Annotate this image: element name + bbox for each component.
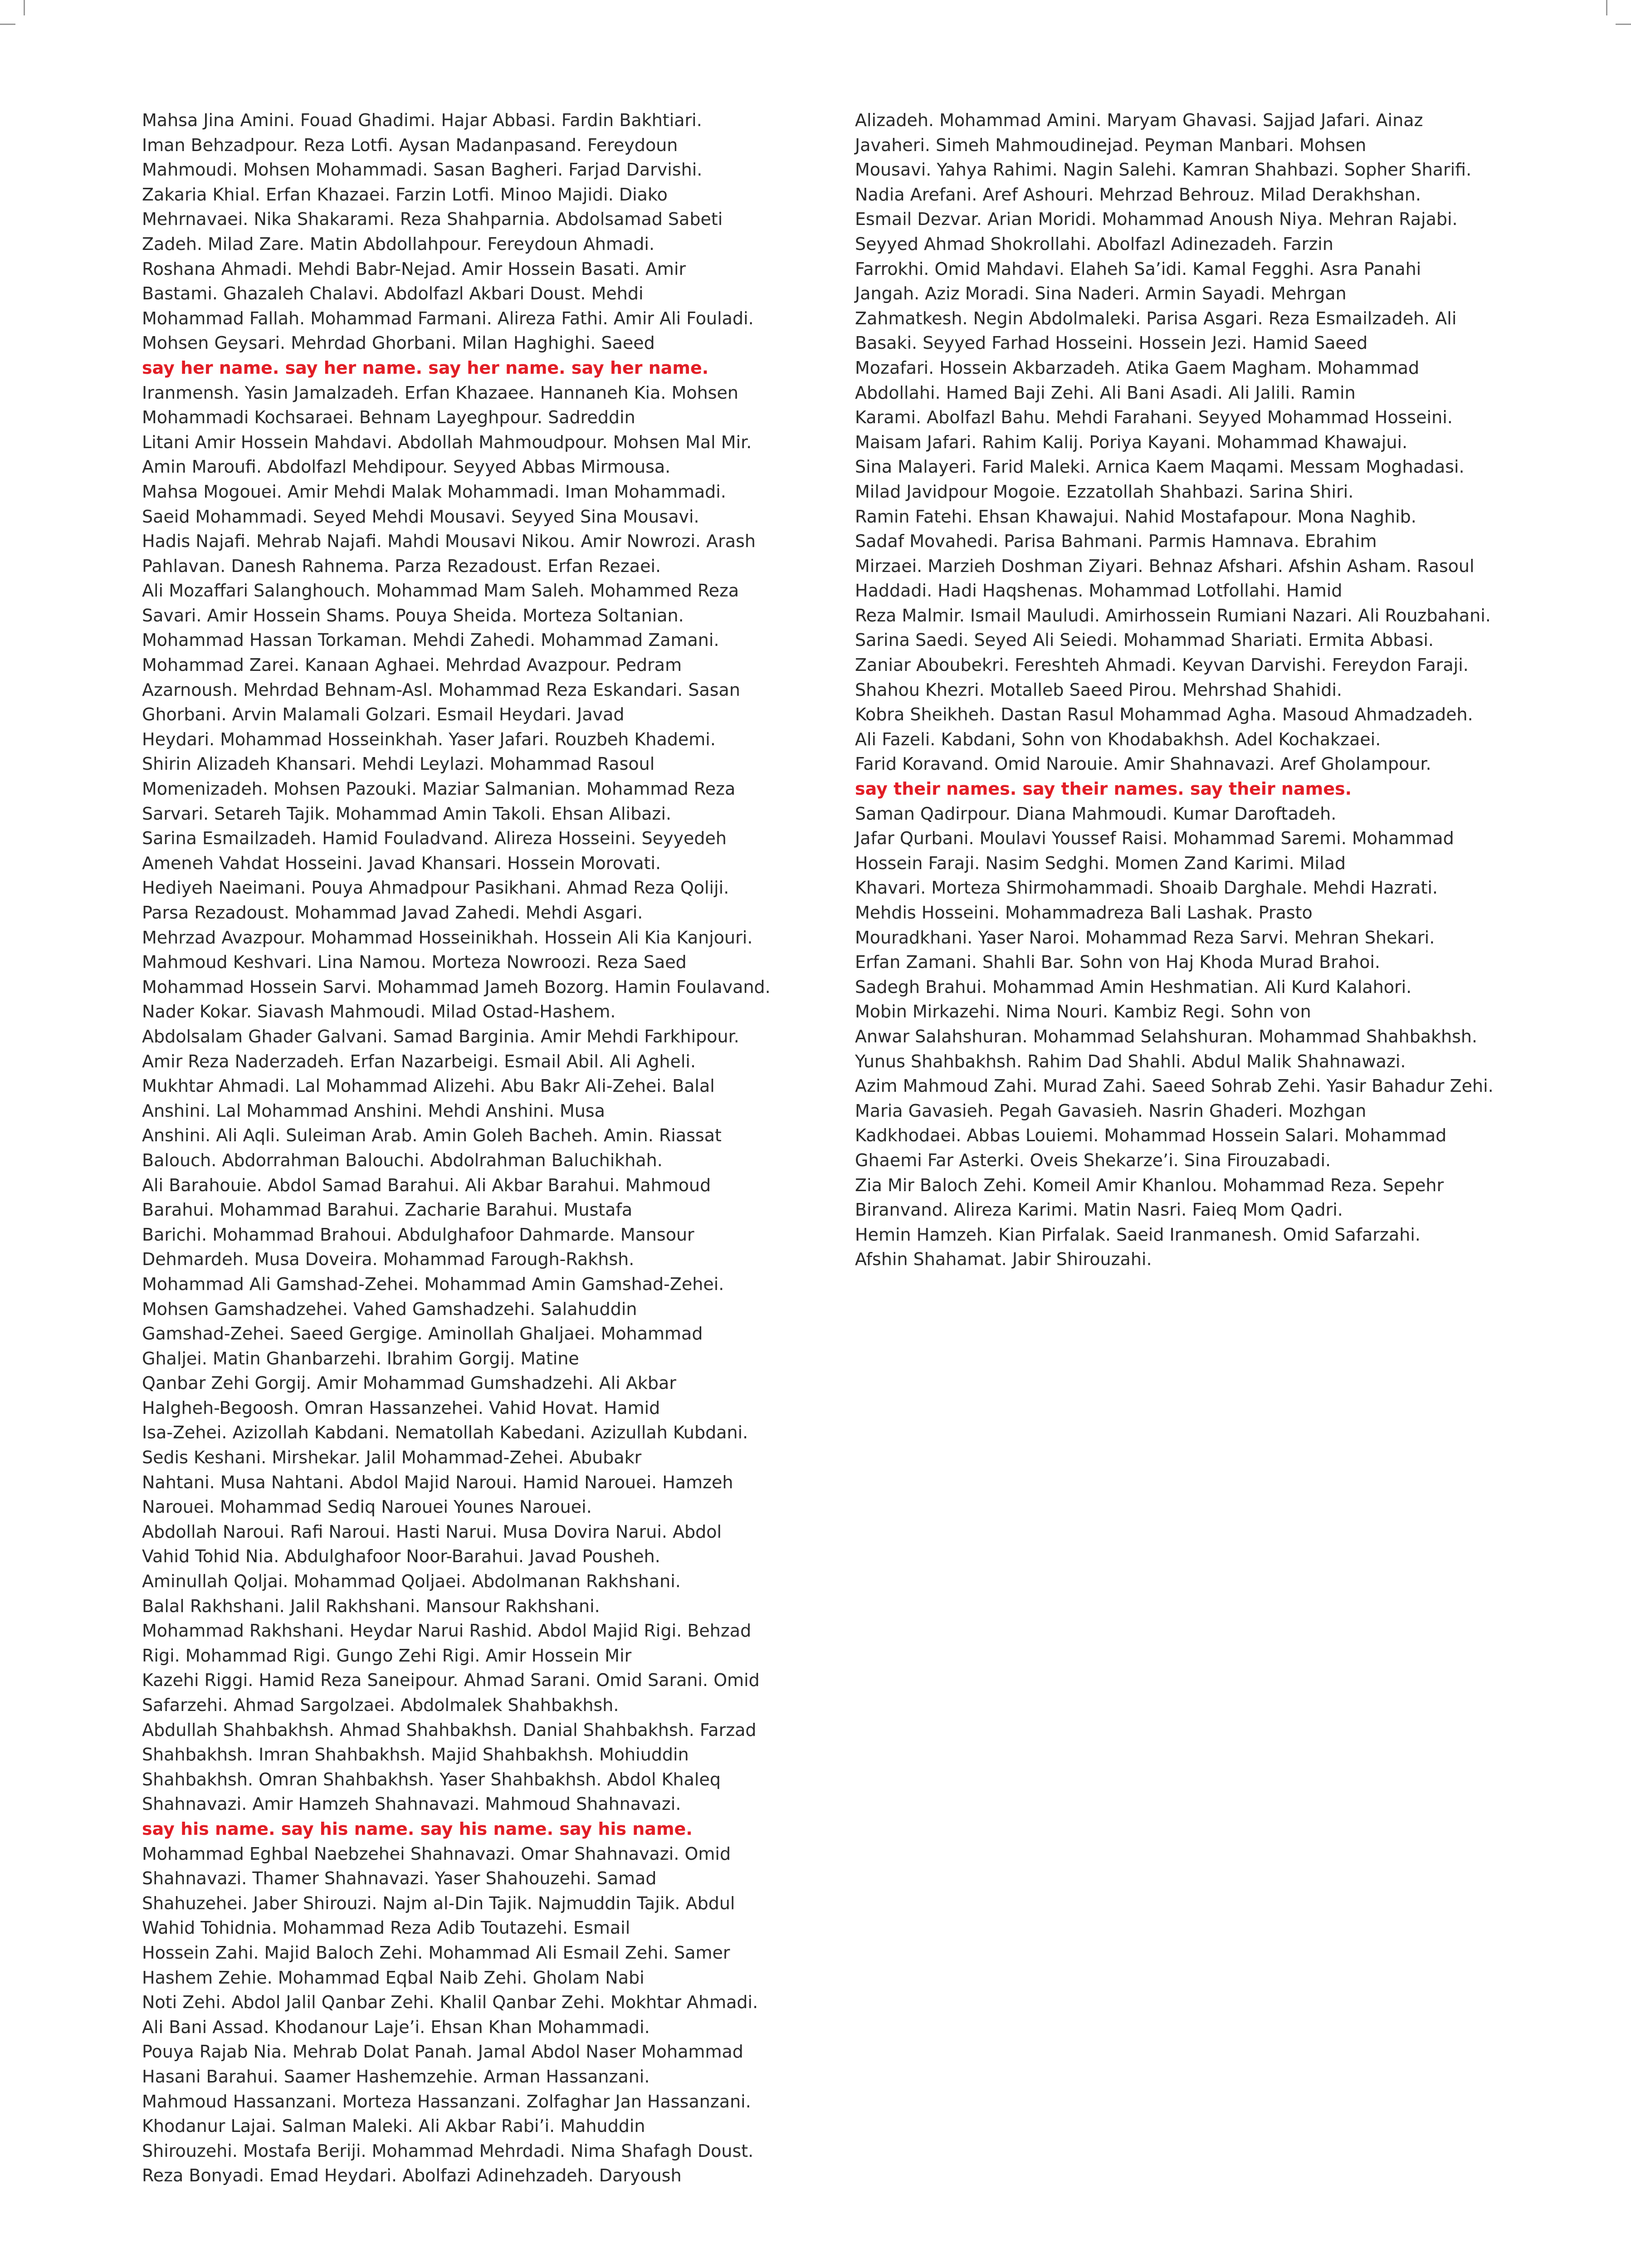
name-line: Milad Javidpour Mogoie. Ezzatollah Shahbazi. Sarina Shiri. [855,481,1354,502]
name-line: Mohsen Geysari. Mehrdad Ghorbani. Milan Haghighi. Saeed [142,333,655,353]
name-line: Javaheri. Simeh Mahmoudinejad. Peyman Manbari. Mohsen [855,135,1367,155]
name-line: Hossein Zahi. Majid Baloch Zehi. Mohammad Ali Esmail Zehi. Samer [142,1942,730,1963]
name-line: Abdollahi. Hamed Baji Zehi. Ali Bani Asadi. Ali Jalili. Ramin [855,382,1356,403]
name-line: Isa-Zehei. Azizollah Kabdani. Nematollah Kabedani. Azizullah Kubdani. [142,1422,748,1443]
name-line: Mehrzad Avazpour. Mohammad Hosseinikhah. Hossein Ali Kia Kanjouri. [142,927,753,948]
name-line: Reza Malmir. Ismail Mauludi. Amirhossein Rumiani Nazari. Ali Rouzbahani. [855,605,1491,626]
name-line: Mohammad Hassan Torkaman. Mehdi Zahedi. Mohammad Zamani. [142,630,719,650]
name-line: Ghaljei. Matin Ghanbarzehi. Ibrahim Gorgij. Matine [142,1348,579,1369]
name-line: Gamshad-Zehei. Saeed Gergige. Aminollah Ghaljaei. Mohammad [142,1324,703,1344]
name-line: Wahid Tohidnia. Mohammad Reza Adib Toutazehi. Esmail [142,1918,630,1938]
name-line: Reza Bonyadi. Emad Heydari. Abolfazi Adinehzadeh. Daryoush [142,2165,682,2186]
name-line: Mohammad Eghbal Naebzehei Shahnavazi. Omar Shahnavazi. Omid [142,1843,731,1864]
name-line: Sedis Keshani. Mirshekar. Jalil Mohammad-Zehei. Abubakr [142,1447,642,1468]
name-line: Mohsen Gamshadzehei. Vahed Gamshadzehi. Salahuddin [142,1299,637,1319]
name-line: Erfan Zamani. Shahli Bar. Sohn von Haj Khoda Murad Brahoi. [855,952,1380,973]
name-line: Jangah. Aziz Moradi. Sina Naderi. Armin Sayadi. Mehrgan [855,284,1347,304]
name-line: Afshin Shahamat. Jabir Shirouzahi. [855,1249,1152,1270]
name-line: Azim Mahmoud Zahi. Murad Zahi. Saeed Sohrab Zehi. Yasir Bahadur Zehi. [855,1076,1494,1096]
name-line: Hasani Barahui. Saamer Hashemzehie. Arman Hassanzani. [142,2066,650,2087]
name-line: Kobra Sheikheh. Dastan Rasul Mohammad Agha. Masoud Ahmadzadeh. [855,704,1473,725]
name-line: Dehmardeh. Musa Doveira. Mohammad Farough-Rakhsh. [142,1249,635,1270]
name-line: Ameneh Vahdat Hosseini. Javad Khansari. Hossein Morovati. [142,853,661,873]
name-line: Sina Malayeri. Farid Maleki. Arnica Kaem Maqami. Messam Moghadasi. [855,457,1465,477]
name-line: Mehdis Hosseini. Mohammadreza Bali Lashak. Prasto [855,903,1313,923]
name-line: Ghorbani. Arvin Malamali Golzari. Esmail Heydari. Javad [142,704,625,725]
name-line: Shahnavazi. Amir Hamzeh Shahnavazi. Mahmoud Shahnavazi. [142,1794,681,1814]
name-line: Shahbakhsh. Imran Shahbakhsh. Majid Shahbakhsh. Mohiuddin [142,1745,689,1765]
name-line: Ramin Fatehi. Ehsan Khawajui. Nahid Mostafapour. Mona Naghib. [855,506,1416,527]
name-line: Mukhtar Ahmadi. Lal Mohammad Alizehi. Abu Bakr Ali-Zehei. Balal [142,1076,715,1096]
name-line: Sarina Saedi. Seyed Ali Seiedi. Mohammad Shariati. Ermita Abbasi. [855,630,1434,650]
name-line: Ali Bani Assad. Khodanour Laje’i. Ehsan Khan Mohammadi. [142,2017,650,2037]
name-line: Shahuzehei. Jaber Shirouzi. Najm al-Din Tajik. Najmuddin Tajik. Abdul [142,1893,735,1913]
name-line: Zia Mir Baloch Zehi. Komeil Amir Khanlou. Mohammad Reza. Sepehr [855,1175,1444,1195]
name-line: Zaniar Aboubekri. Fereshteh Ahmadi. Keyvan Darvishi. Fereydon Faraji. [855,655,1469,675]
name-line: Kazehi Riggi. Hamid Reza Saneipour. Ahmad Sarani. Omid Sarani. Omid [142,1670,760,1691]
name-line: Mehrnavaei. Nika Shakarami. Reza Shahparnia. Abdolsamad Sabeti [142,209,723,230]
name-line: Hemin Hamzeh. Kian Pirfalak. Saeid Iranmanesh. Omid Safarzahi. [855,1224,1421,1245]
name-line: Ali Mozaffari Salanghouch. Mohammad Mam Saleh. Mohammed Reza [142,581,739,601]
name-line: Anwar Salahshuran. Mohammad Selahshuran. Mohammad Shahbakhsh. [855,1026,1478,1046]
name-line: Nader Kokar. Siavash Mahmoudi. Milad Ostad-Hashem. [142,1002,616,1022]
name-line: Barahui. Mohammad Barahui. Zacharie Barahui. Mustafa [142,1200,633,1220]
name-line: Iman Behzadpour. Reza Lotfi. Aysan Madanpasand. Fereydoun [142,135,678,155]
name-line: Sadaf Movahedi. Parisa Bahmani. Parmis Hamnava. Ebrahim [855,531,1377,552]
name-line: Mahsa Mogouei. Amir Mehdi Malak Mohammadi. Iman Mohammadi. [142,481,726,502]
name-line: Heydari. Mohammad Hosseinkhah. Yaser Jafari. Rouzbeh Khademi. [142,729,716,749]
name-line: Rigi. Mohammad Rigi. Gungo Zehi Rigi. Amir Hossein Mir [142,1645,632,1666]
name-line: Seyyed Ahmad Shokrollahi. Abolfazl Adinezadeh. Farzin [855,234,1333,254]
name-line: Kadkhodaei. Abbas Louiemi. Mohammad Hossein Salari. Mohammad [855,1125,1447,1146]
name-line: Mohammad Hossein Sarvi. Mohammad Jameh Bozorg. Hamin Foulavand. [142,977,771,997]
crop-mark-top-left-v [24,0,25,15]
name-line: Khavari. Morteza Shirmohammadi. Shoaib Darghale. Mehdi Hazrati. [855,878,1438,898]
name-line: Nahtani. Musa Nahtani. Abdol Majid Naroui. Hamid Narouei. Hamzeh [142,1472,733,1492]
name-line: Basaki. Seyyed Farhad Hosseini. Hossein Jezi. Hamid Saeed [855,333,1368,353]
name-line: Zakaria Khial. Erfan Khazaei. Farzin Lotfi. Minoo Majidi. Diako [142,184,668,205]
name-line: Mohammad Fallah. Mohammad Farmani. Alireza Fathi. Amir Ali Fouladi. [142,308,754,328]
name-line: Mirzaei. Marzieh Doshman Ziyari. Behnaz Afshari. Afshin Asham. Rasoul [855,556,1475,576]
name-line: Sadegh Brahui. Mohammad Amin Heshmatian. Ali Kurd Kalahori. [855,977,1412,997]
name-line: Halgheh-Begoosh. Omran Hassanzehei. Vahid Hovat. Hamid [142,1398,660,1418]
name-line: Shahou Khezri. Motalleb Saeed Pirou. Mehrshad Shahidi. [855,679,1342,700]
name-line: Hediyeh Naeimani. Pouya Ahmadpour Pasikhani. Ahmad Reza Qoliji. [142,878,729,898]
crop-mark-top-left-h [0,24,15,25]
name-line: Maisam Jafari. Rahim Kalij. Poriya Kayani. Mohammad Khawajui. [855,432,1408,452]
name-line: Balouch. Abdorrahman Balouchi. Abdolrahman Baluchikhah. [142,1150,663,1170]
name-line: Mahmoud Keshvari. Lina Namou. Morteza Nowroozi. Reza Saed [142,952,687,973]
name-line: Mahsa Jina Amini. Fouad Ghadimi. Hajar Abbasi. Fardin Bakhtiari. [142,110,702,130]
crop-mark-top-right-h [1616,24,1631,25]
name-line: Zahmatkesh. Negin Abdolmaleki. Parisa Asgari. Reza Esmailzadeh. Ali [855,308,1457,328]
name-line: Mousavi. Yahya Rahimi. Nagin Salehi. Kamran Shahbazi. Sopher Sharifi. [855,160,1472,180]
name-line: Azarnoush. Mehrdad Behnam-Asl. Mohammad Reza Eskandari. Sasan [142,679,740,700]
name-line: Ali Fazeli. Kabdani, Sohn von Khodabakhsh. Adel Kochakzaei. [855,729,1381,749]
name-line: Karami. Abolfazl Bahu. Mehdi Farahani. Seyyed Mohammad Hosseini. [855,407,1453,428]
name-line: Saeid Mohammadi. Seyed Mehdi Mousavi. Seyyed Sina Mousavi. [142,506,699,527]
refrain-line: say her name. say her name. say her name. say her name. [142,357,709,378]
name-line: Hashem Zehie. Mohammad Eqbal Naib Zehi. Gholam Nabi [142,1967,645,1988]
crop-mark-top-right-v [1606,0,1607,15]
name-line: Mobin Mirkazehi. Nima Nouri. Kambiz Regi. Sohn von [855,1002,1311,1022]
name-line: Alizadeh. Mohammad Amini. Maryam Ghavasi. Sajjad Jafari. Ainaz [855,110,1423,130]
name-line: Mohammad Rakhshani. Heydar Narui Rashid. Abdol Majid Rigi. Behzad [142,1621,752,1641]
name-line: Yunus Shahbakhsh. Rahim Dad Shahli. Abdul Malik Shahnawazi. [855,1051,1406,1071]
name-line: Balal Rakhshani. Jalil Rakhshani. Mansour Rakhshani. [142,1596,600,1616]
name-line: Abdullah Shahbakhsh. Ahmad Shahbakhsh. Danial Shahbakhsh. Farzad [142,1720,757,1740]
name-line: Ali Barahouie. Abdol Samad Barahui. Ali Akbar Barahui. Mahmoud [142,1175,711,1195]
name-line: Mahmoudi. Mohsen Mohammadi. Sasan Bagheri. Farjad Darvishi. [142,160,703,180]
name-line: Aminullah Qoljai. Mohammad Qoljaei. Abdolmanan Rakhshani. [142,1571,681,1592]
names-column-right [855,108,1535,1272]
name-line: Mohammadi Kochsaraei. Behnam Layeghpour. Sadreddin [142,407,635,428]
name-line: Farrokhi. Omid Mahdavi. Elaheh Sa’idi. Kamal Fegghi. Asra Panahi [855,259,1421,279]
name-line: Mouradkhani. Yaser Naroi. Mohammad Reza Sarvi. Mehran Shekari. [855,927,1435,948]
name-line: Shirin Alizadeh Khansari. Mehdi Leylazi. Mohammad Rasoul [142,754,655,774]
name-line: Nadia Arefani. Aref Ashouri. Mehrzad Behrouz. Milad Derakhshan. [855,184,1421,205]
name-line: Narouei. Mohammad Sediq Narouei Younes Narouei. [142,1497,592,1517]
name-line: Amin Maroufi. Abdolfazl Mehdipour. Seyyed Abbas Mirmousa. [142,457,671,477]
name-line: Mohammad Zarei. Kanaan Aghaei. Mehrdad Avazpour. Pedram [142,655,682,675]
name-line: Pouya Rajab Nia. Mehrab Dolat Panah. Jamal Abdol Naser Mohammad [142,2042,743,2062]
name-line: Ghaemi Far Asterki. Oveis Shekarze’i. Sina Firouzabadi. [855,1150,1331,1170]
name-line: Zadeh. Milad Zare. Matin Abdollahpour. Fereydoun Ahmadi. [142,234,655,254]
name-line: Anshini. Ali Aqli. Suleiman Arab. Amin Goleh Bacheh. Amin. Riassat [142,1125,722,1146]
name-line: Safarzehi. Ahmad Sargolzaei. Abdolmalek Shahbakhsh. [142,1695,619,1715]
name-line: Qanbar Zehi Gorgij. Amir Mohammad Gumshadzehi. Ali Akbar [142,1373,676,1393]
name-line: Mohammad Ali Gamshad-Zehei. Mohammad Amin Gamshad-Zehei. [142,1274,724,1294]
name-line: Pahlavan. Danesh Rahnema. Parza Rezadoust. Erfan Rezaei. [142,556,661,576]
name-line: Abdolsalam Ghader Galvani. Samad Barginia. Amir Mehdi Farkhipour. [142,1026,739,1046]
name-line: Farid Koravand. Omid Narouie. Amir Shahnavazi. Aref Gholampour. [855,754,1431,774]
name-line: Amir Reza Naderzadeh. Erfan Nazarbeigi. Esmail Abil. Ali Agheli. [142,1051,696,1071]
name-line: Mahmoud Hassanzani. Morteza Hassanzani. Zolfaghar Jan Hassanzani. [142,2091,751,2112]
name-line: Bastami. Ghazaleh Chalavi. Abdolfazl Akbari Doust. Mehdi [142,284,644,304]
name-line: Roshana Ahmadi. Mehdi Babr-Nejad. Amir Hossein Basati. Amir [142,259,686,279]
name-line: Shirouzehi. Mostafa Beriji. Mohammad Mehrdadi. Nima Shafagh Doust. [142,2141,754,2161]
name-line: Hossein Faraji. Nasim Sedghi. Momen Zand Karimi. Milad [855,853,1346,873]
name-line: Khodanur Lajai. Salman Maleki. Ali Akbar Rabi’i. Mahuddin [142,2116,645,2136]
name-line: Mozafari. Hossein Akbarzadeh. Atika Gaem Magham. Mohammad [855,357,1420,378]
name-line: Momenizadeh. Mohsen Pazouki. Maziar Salmanian. Mohammad Reza [142,779,736,799]
name-line: Shahbakhsh. Omran Shahbakhsh. Yaser Shahbakhsh. Abdol Khaleq [142,1769,721,1789]
name-line: Abdollah Naroui. Rafi Naroui. Hasti Narui. Musa Dovira Narui. Abdol [142,1521,722,1542]
name-line: Litani Amir Hossein Mahdavi. Abdollah Mahmoudpour. Mohsen Mal Mir. [142,432,752,452]
refrain-line: say their names. say their names. say their names. [855,779,1352,799]
name-line: Noti Zehi. Abdol Jalil Qanbar Zehi. Khalil Qanbar Zehi. Mokhtar Ahmadi. [142,1992,758,2013]
name-line: Biranvand. Alireza Karimi. Matin Nasri. Faieq Mom Qadri. [855,1200,1343,1220]
name-line: Vahid Tohid Nia. Abdulghafoor Noor-Barahui. Javad Pousheh. [142,1546,660,1567]
name-line: Barichi. Mohammad Brahoui. Abdulghafoor Dahmarde. Mansour [142,1224,694,1245]
name-line: Shahnavazi. Thamer Shahnavazi. Yaser Shahouzehi. Samad [142,1868,657,1889]
name-line: Sarina Esmailzadeh. Hamid Fouladvand. Alireza Hosseini. Seyyedeh [142,828,727,849]
name-line: Savari. Amir Hossein Shams. Pouya Sheida. Morteza Soltanian. [142,605,684,626]
name-line: Anshini. Lal Mohammad Anshini. Mehdi Anshini. Musa [142,1100,605,1121]
refrain-line: say his name. say his name. say his name. say his name. [142,1818,693,1839]
name-line: Sarvari. Setareh Tajik. Mohammad Amin Takoli. Ehsan Alibazi. [142,803,672,824]
name-line: Saman Qadirpour. Diana Mahmoudi. Kumar Daroftadeh. [855,803,1337,824]
name-line: Haddadi. Hadi Haqshenas. Mohammad Lotfollahi. Hamid [855,581,1343,601]
name-line: Parsa Rezadoust. Mohammad Javad Zahedi. Mehdi Asgari. [142,903,643,923]
name-line: Jafar Qurbani. Moulavi Youssef Raisi. Mohammad Saremi. Mohammad [855,828,1454,849]
name-line: Esmail Dezvar. Arian Moridi. Mohammad Anoush Niya. Mehran Rajabi. [855,209,1458,230]
name-line: Iranmensh. Yasin Jamalzadeh. Erfan Khazaee. Hannaneh Kia. Mohsen [142,382,738,403]
name-line: Maria Gavasieh. Pegah Gavasieh. Nasrin Ghaderi. Mozhgan [855,1100,1367,1121]
names-column-left [142,108,809,2188]
name-line: Hadis Najafi. Mehrab Najafi. Mahdi Mousavi Nikou. Amir Nowrozi. Arash [142,531,756,552]
